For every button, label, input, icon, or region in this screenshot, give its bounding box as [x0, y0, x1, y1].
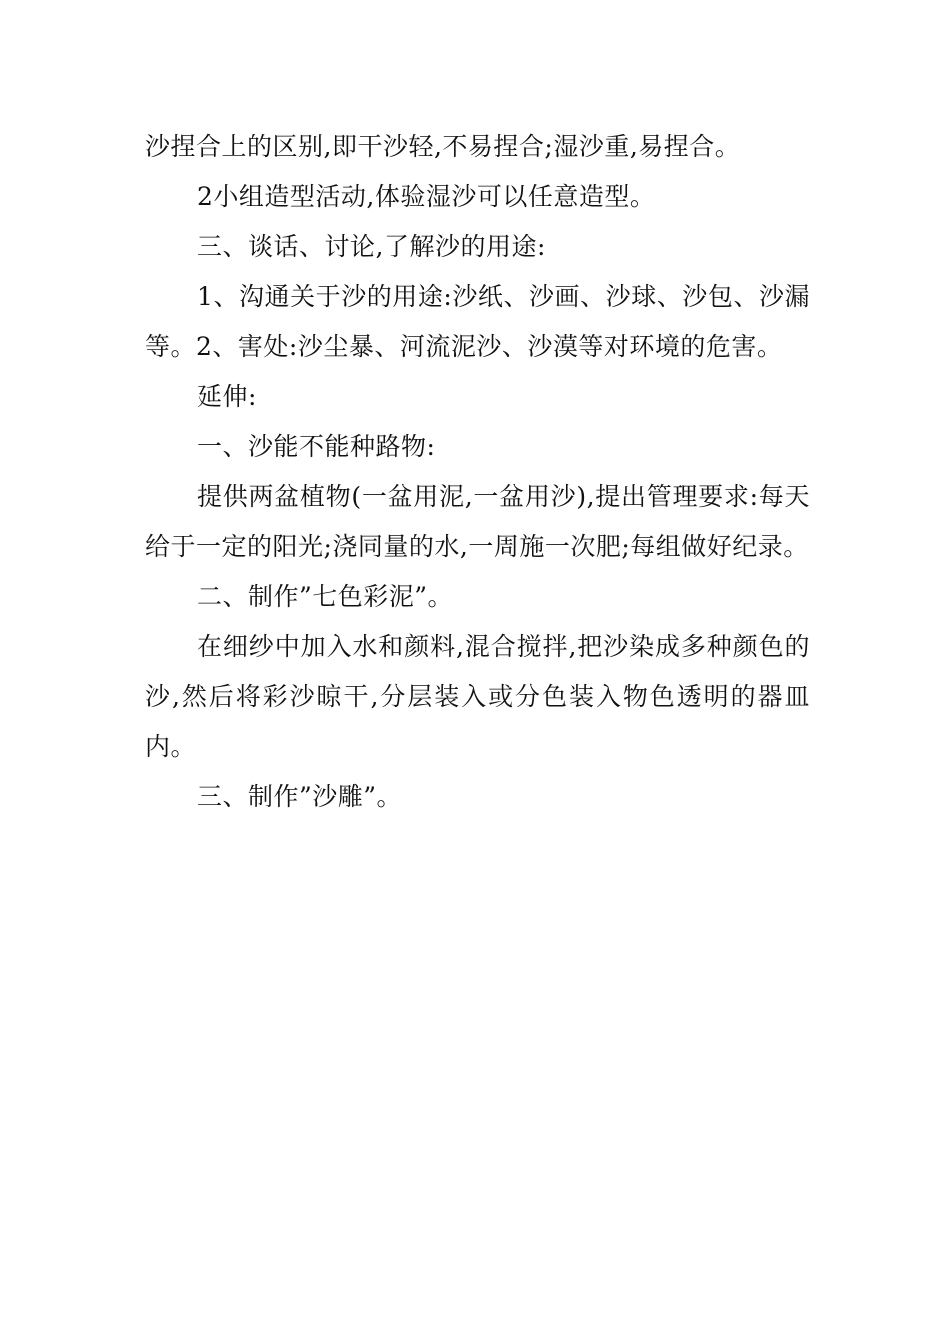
- paragraph-colored-sand: 在细纱中加入水和颜料,混合搅拌,把沙染成多种颜色的沙,然后将彩沙晾干,分层装入或分色装入物色透明的器皿内。: [145, 632, 810, 761]
- paragraph-uses-and-harms: 1、沟通关于沙的用途:沙纸、沙画、沙球、沙包、沙漏等。2、害处:沙尘暴、河流泥沙、沙漠等对环境的危害。: [145, 282, 810, 361]
- heading-planting: 一、沙能不能种路物:: [197, 432, 436, 461]
- paragraph-sand-kneading-difference: 沙捏合上的区别,即干沙轻,不易捏合;湿沙重,易捏合。: [145, 132, 741, 161]
- section-heading-uses: 三、谈话、讨论,了解沙的用途:: [197, 232, 546, 261]
- heading-extension: 延伸:: [197, 382, 257, 411]
- paragraph-plant-care: 提供两盆植物(一盆用泥,一盆用沙),提出管理要求:每天给于一定的阳光;浇同量的水,一周施一次肥;每组做好纪录。: [145, 482, 810, 561]
- document-body: [145, 122, 810, 822]
- heading-sand-sculpture: 三、制作”沙雕”。: [197, 782, 403, 811]
- heading-colored-clay: 二、制作”七色彩泥”。: [197, 582, 454, 611]
- paragraph-group-modeling: 2小组造型活动,体验湿沙可以任意造型。: [197, 182, 656, 211]
